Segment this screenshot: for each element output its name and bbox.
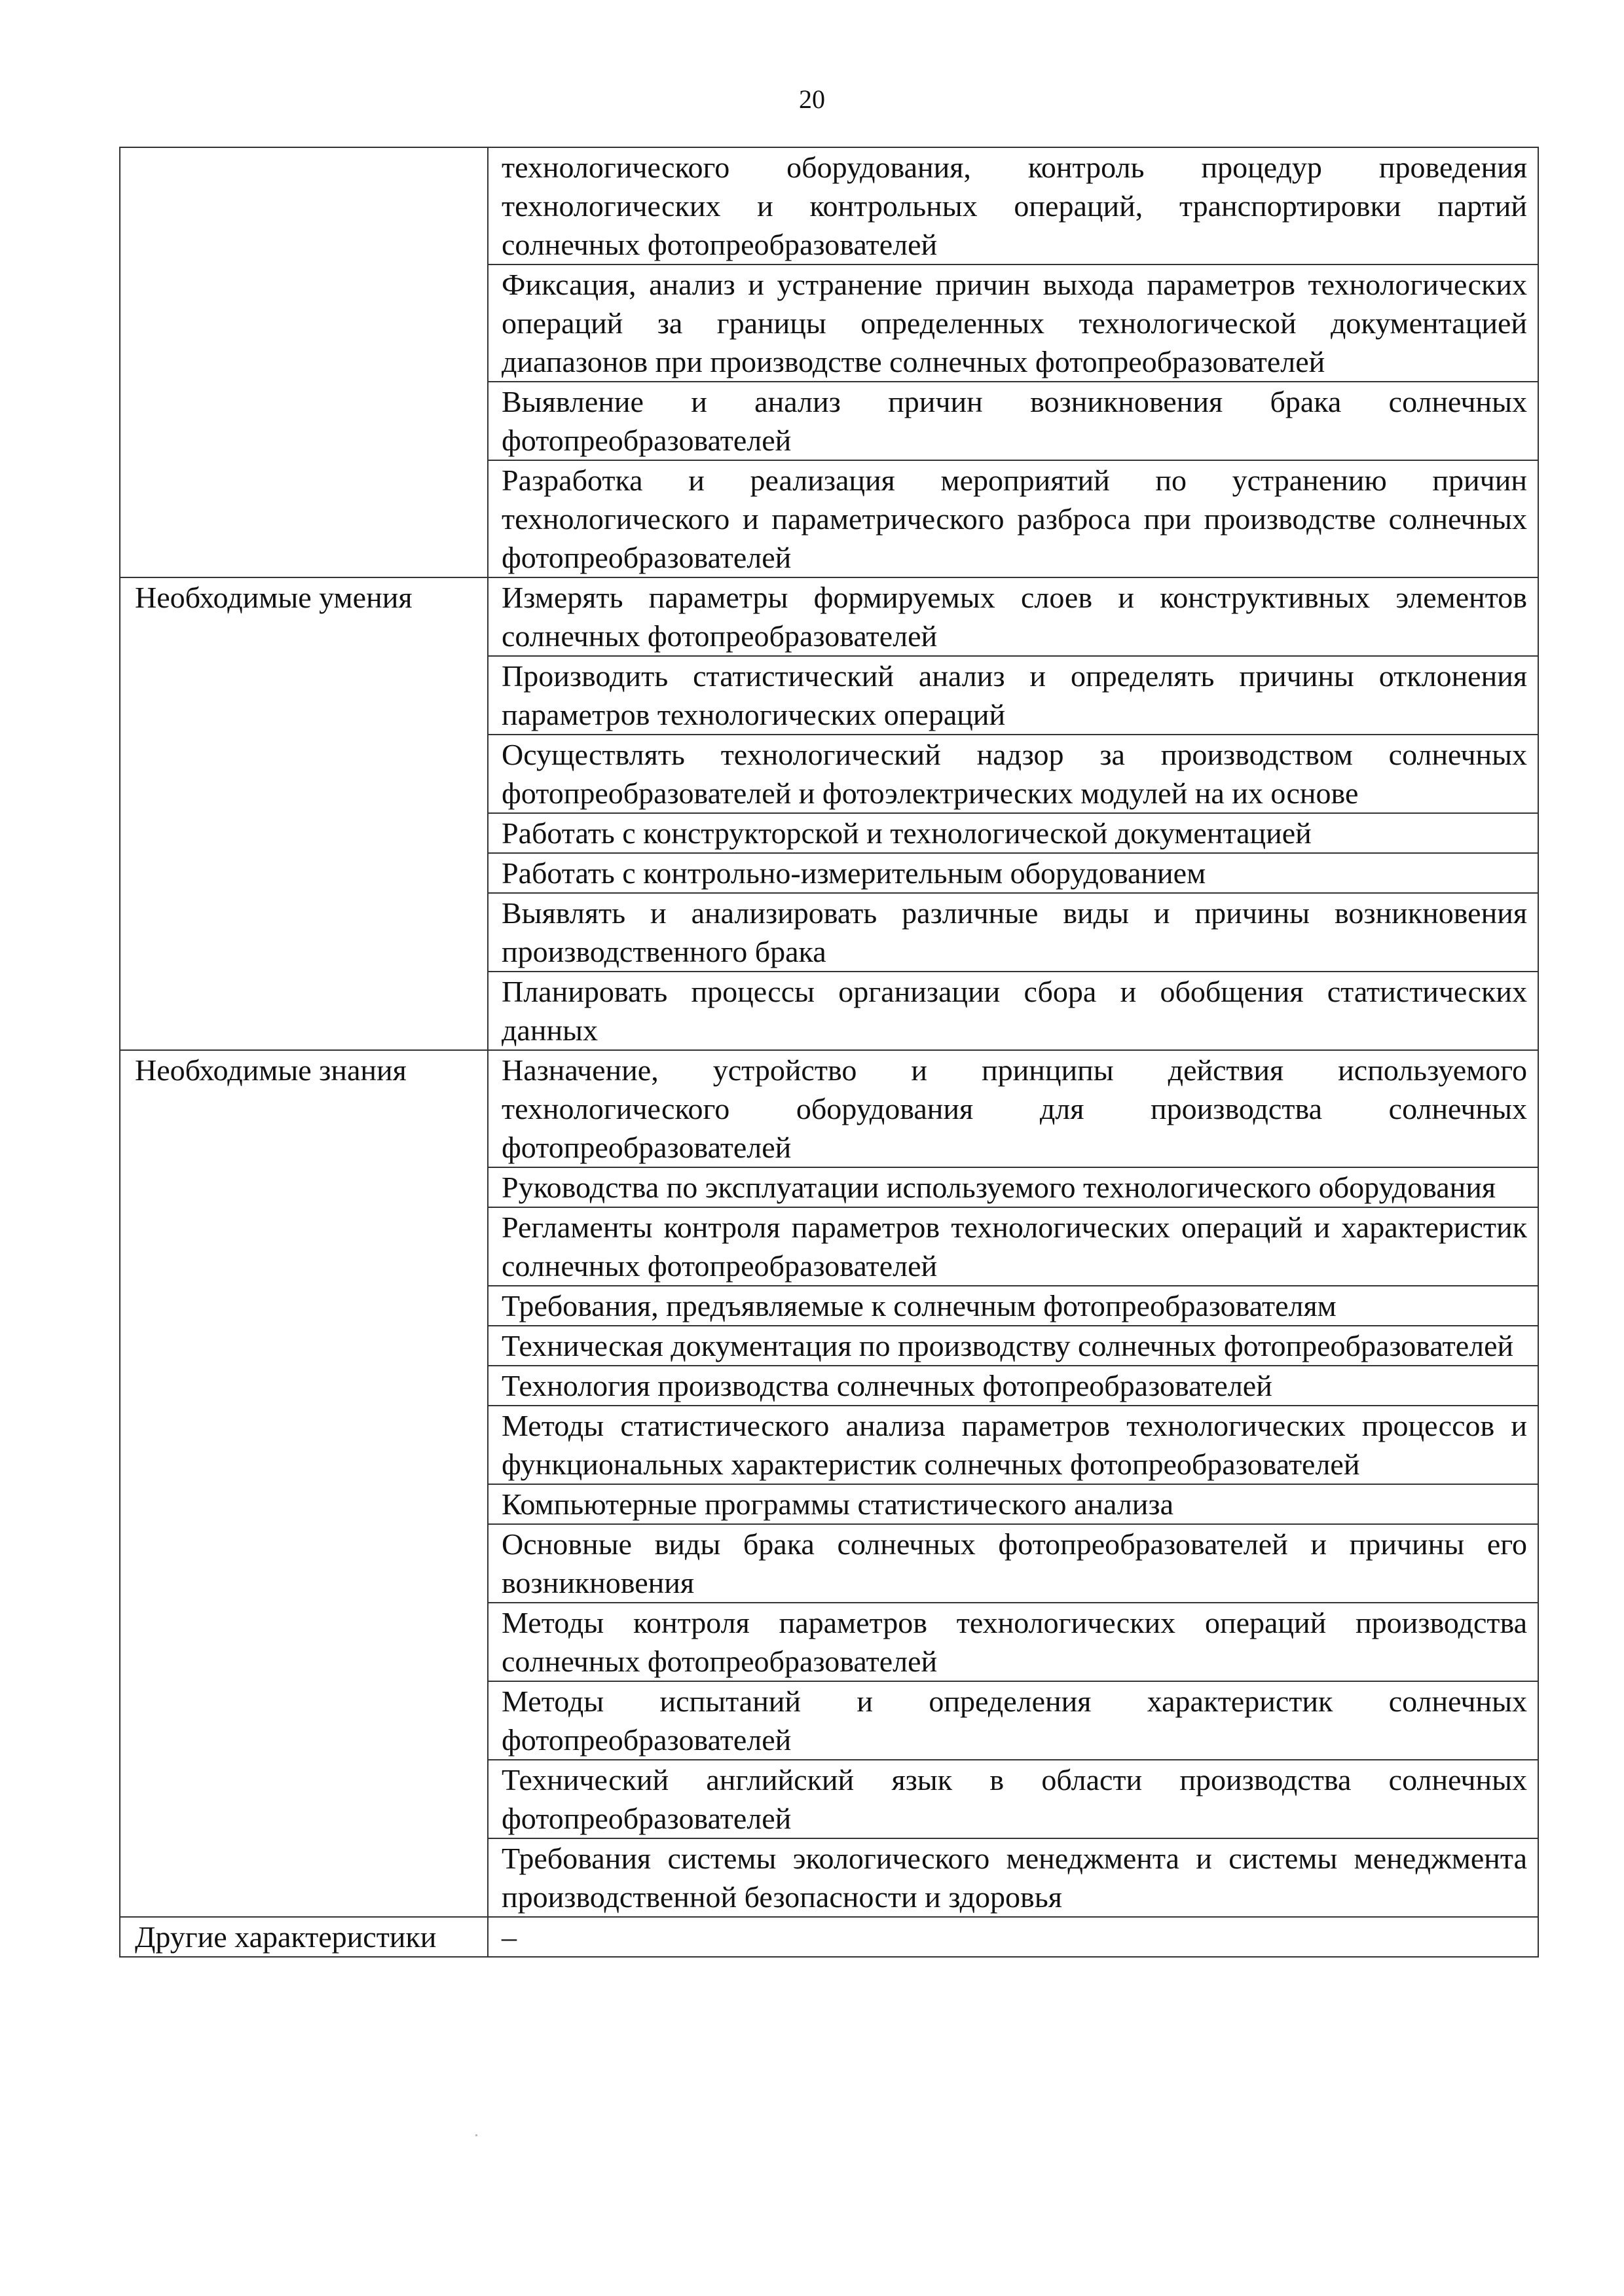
table-row (120, 1050, 1538, 1167)
section-label-skills: Необходимые умения (120, 577, 488, 1050)
table-cell: Требования, предъявляемые к солнечным фотопреобразователям (488, 1286, 1538, 1326)
table-row (120, 1917, 1538, 1957)
table-cell: Техническая документация по производству солнечных фотопреобразователей (488, 1326, 1538, 1366)
table-cell: Измерять параметры формируемых слоев и конструктивных элементов солнечных фотопреобразователей (488, 577, 1538, 656)
table-cell: Работать с конструкторской и технологической документацией (488, 813, 1538, 853)
table-cell: – (488, 1917, 1538, 1957)
table-cell: Разработка и реализация мероприятий по устранению причин технологического и параметрического разброса при производстве солнечных фотопреобразователей (488, 460, 1538, 577)
table-cell: Фиксация, анализ и устранение причин выхода параметров технологических операций за границы определенных технологической документацией диапазонов при производстве солнечных фотопреобразователей (488, 264, 1538, 382)
table-cell: Методы статистического анализа параметров технологических процессов и функциональных характеристик солнечных фотопреобразователей (488, 1406, 1538, 1484)
table-cell: технологического оборудования, контроль процедур проведения технологических и контрольных операций, транспортировки партий солнечных фотопреобразователей (488, 147, 1538, 264)
table-cell: Регламенты контроля параметров технологических операций и характеристик солнечных фотопреобразователей (488, 1207, 1538, 1286)
table-cell: Планировать процессы организации сбора и обобщения статистических данных (488, 972, 1538, 1050)
competency-table (119, 147, 1539, 1958)
table-cell: Работать с контрольно-измерительным оборудованием (488, 853, 1538, 893)
section-label-cell (120, 147, 488, 577)
table-row (120, 147, 1538, 264)
table-row (120, 577, 1538, 656)
table-cell: Выявление и анализ причин возникновения брака солнечных фотопреобразователей (488, 382, 1538, 460)
table-cell: Технический английский язык в области производства солнечных фотопреобразователей (488, 1760, 1538, 1838)
table-cell: Методы контроля параметров технологических операций производства солнечных фотопреобразователей (488, 1603, 1538, 1681)
table-cell: Руководства по эксплуатации используемого технологического оборудования (488, 1167, 1538, 1207)
page-number: 20 (799, 84, 825, 114)
section-label-other: Другие характеристики (120, 1917, 488, 1957)
table-cell: Выявлять и анализировать различные виды и причины возникновения производственного брака (488, 893, 1538, 972)
table-cell: Методы испытаний и определения характеристик солнечных фотопреобразователей (488, 1681, 1538, 1760)
table-cell: Требования системы экологического менеджмента и системы менеджмента производственной безопасности и здоровья (488, 1838, 1538, 1917)
scan-speck (475, 2134, 477, 2136)
table-cell: Осуществлять технологический надзор за производством солнечных фотопреобразователей и фотоэлектрических модулей на их основе (488, 735, 1538, 813)
table-cell: Производить статистический анализ и определять причины отклонения параметров технологических операций (488, 656, 1538, 735)
table-cell: Назначение, устройство и принципы действия используемого технологического оборудования для производства солнечных фотопреобразователей (488, 1050, 1538, 1167)
table-cell: Технология производства солнечных фотопреобразователей (488, 1366, 1538, 1406)
table-cell: Основные виды брака солнечных фотопреобразователей и причины его возникновения (488, 1524, 1538, 1603)
section-label-knowledge: Необходимые знания (120, 1050, 488, 1917)
table-cell: Компьютерные программы статистического анализа (488, 1484, 1538, 1524)
